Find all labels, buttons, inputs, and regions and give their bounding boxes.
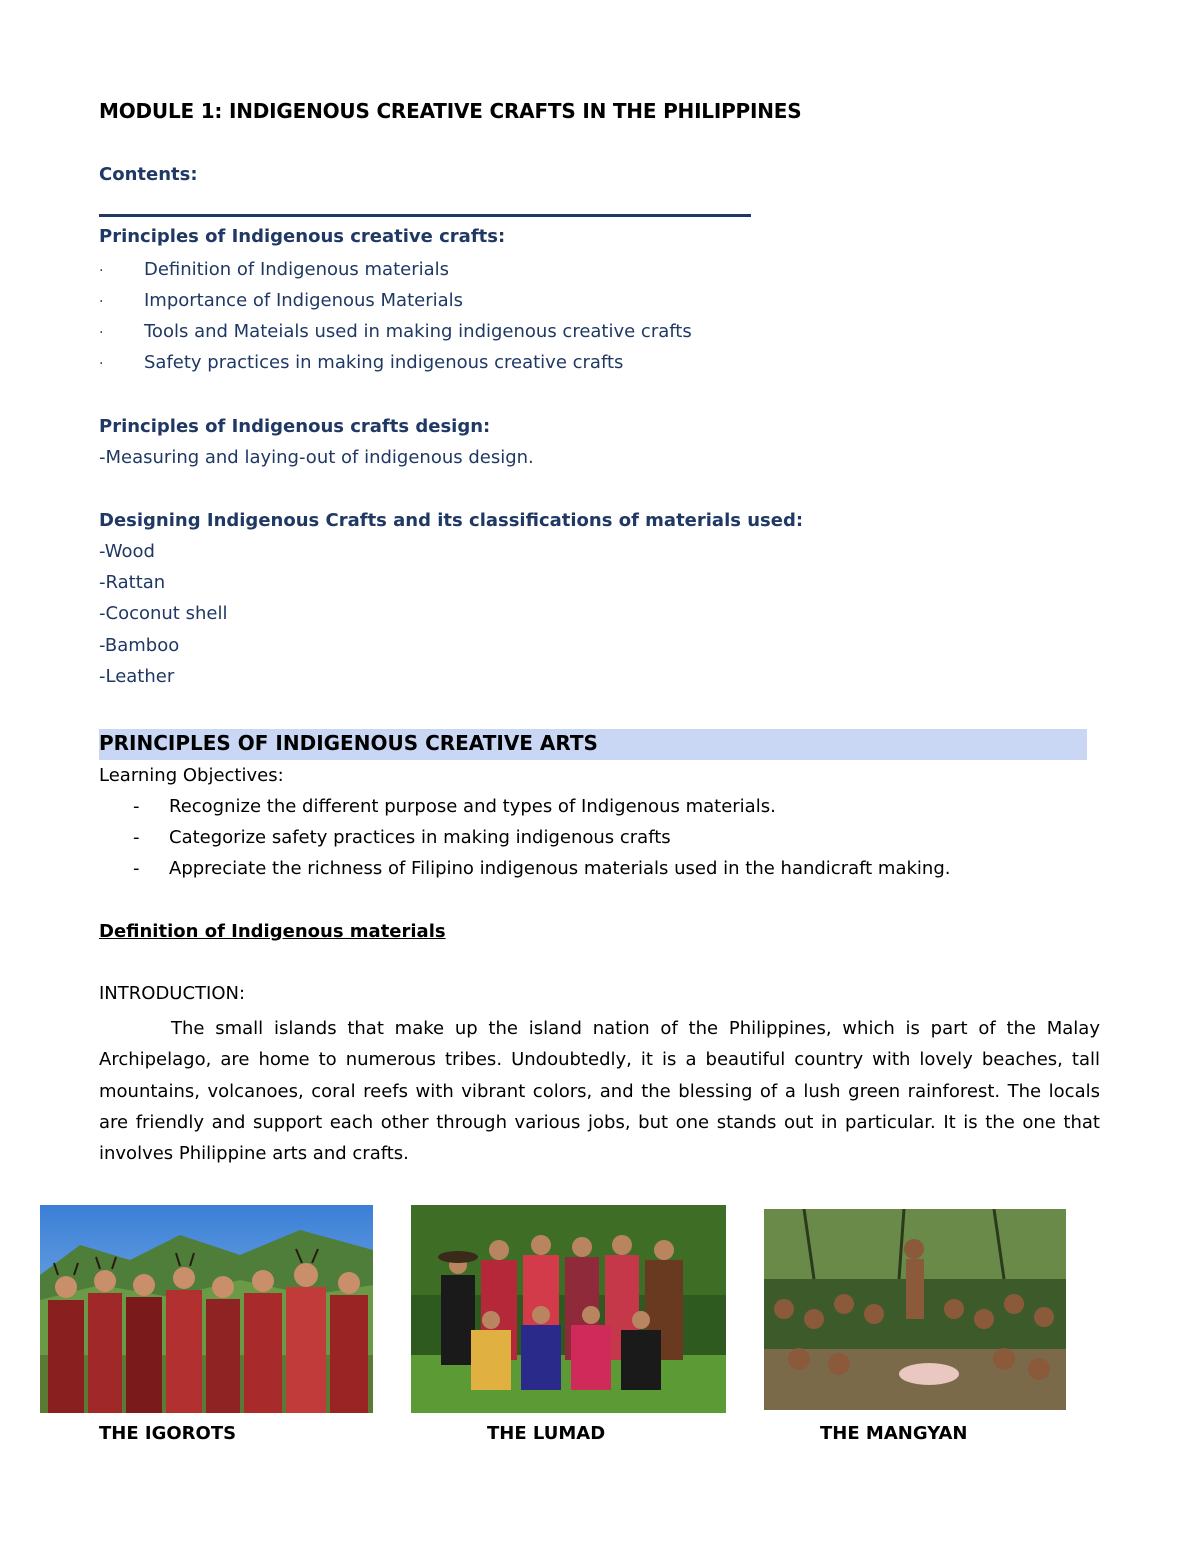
definition-heading: Definition of Indigenous materials [99, 921, 446, 942]
intro-text: The small islands that make up the island nation of the Philippines, which is part of the Malay Archipelago, are home to numerous tribes. Undoubtedly, it is a beautiful country with lovely beaches, tall mountains, volcanoes, coral reefs with vibrant colors, and the blessing of a lush green rainforest. The locals are friendly and support each other through various jobs, but one stands out in particular. It is the one that involves Philippine arts and crafts. [99, 1018, 1100, 1165]
photo-igorots [40, 1205, 373, 1413]
photo-mangyan [764, 1209, 1066, 1410]
band-heading: PRINCIPLES OF INDIGENOUS CREATIVE ARTS [99, 731, 598, 755]
caption-lumad: THE LUMAD [487, 1423, 606, 1444]
module-title: MODULE 1: INDIGENOUS CREATIVE CRAFTS IN THE PHILIPPINES [99, 99, 802, 123]
bullet-icon: · [99, 356, 104, 372]
bullet-icon: · [99, 325, 104, 341]
section1-item: Importance of Indigenous Materials [144, 290, 464, 311]
intro-paragraph [99, 1013, 1100, 1169]
bullet-icon: · [99, 263, 104, 279]
material-item: -Wood [99, 541, 155, 562]
section1-item: Tools and Mateials used in making indigenous creative crafts [144, 321, 692, 342]
objective-item: Categorize safety practices in making indigenous crafts [169, 827, 671, 848]
material-item: -Bamboo [99, 635, 180, 656]
material-item: -Leather [99, 666, 175, 687]
mangyan-image [764, 1209, 1066, 1410]
section1-item: Safety practices in making indigenous creative crafts [144, 352, 624, 373]
section2-item: -Measuring and laying-out of indigenous design. [99, 447, 534, 468]
objective-item: Recognize the different purpose and types of Indigenous materials. [169, 796, 776, 817]
dash-bullet: - [133, 827, 140, 848]
contents-divider [99, 214, 751, 217]
material-item: -Rattan [99, 572, 166, 593]
contents-label: Contents: [99, 164, 198, 185]
dash-bullet: - [133, 796, 140, 817]
material-item: -Coconut shell [99, 603, 228, 624]
caption-igorots: THE IGOROTS [99, 1423, 237, 1444]
photo-lumad [411, 1205, 726, 1413]
section1-item: Definition of Indigenous materials [144, 259, 450, 280]
section1-heading: Principles of Indigenous creative crafts: [99, 226, 506, 247]
section2-heading: Principles of Indigenous crafts design: [99, 416, 491, 437]
intro-label: INTRODUCTION: [99, 983, 246, 1004]
igorots-image [40, 1205, 373, 1413]
bullet-icon: · [99, 294, 104, 310]
section3-heading: Designing Indigenous Crafts and its classifications of materials used: [99, 510, 804, 531]
lumad-image [411, 1205, 726, 1413]
dash-bullet: - [133, 858, 140, 879]
caption-mangyan: THE MANGYAN [820, 1423, 968, 1444]
objective-item: Appreciate the richness of Filipino indigenous materials used in the handicraft making. [169, 858, 951, 879]
objectives-label: Learning Objectives: [99, 765, 284, 786]
